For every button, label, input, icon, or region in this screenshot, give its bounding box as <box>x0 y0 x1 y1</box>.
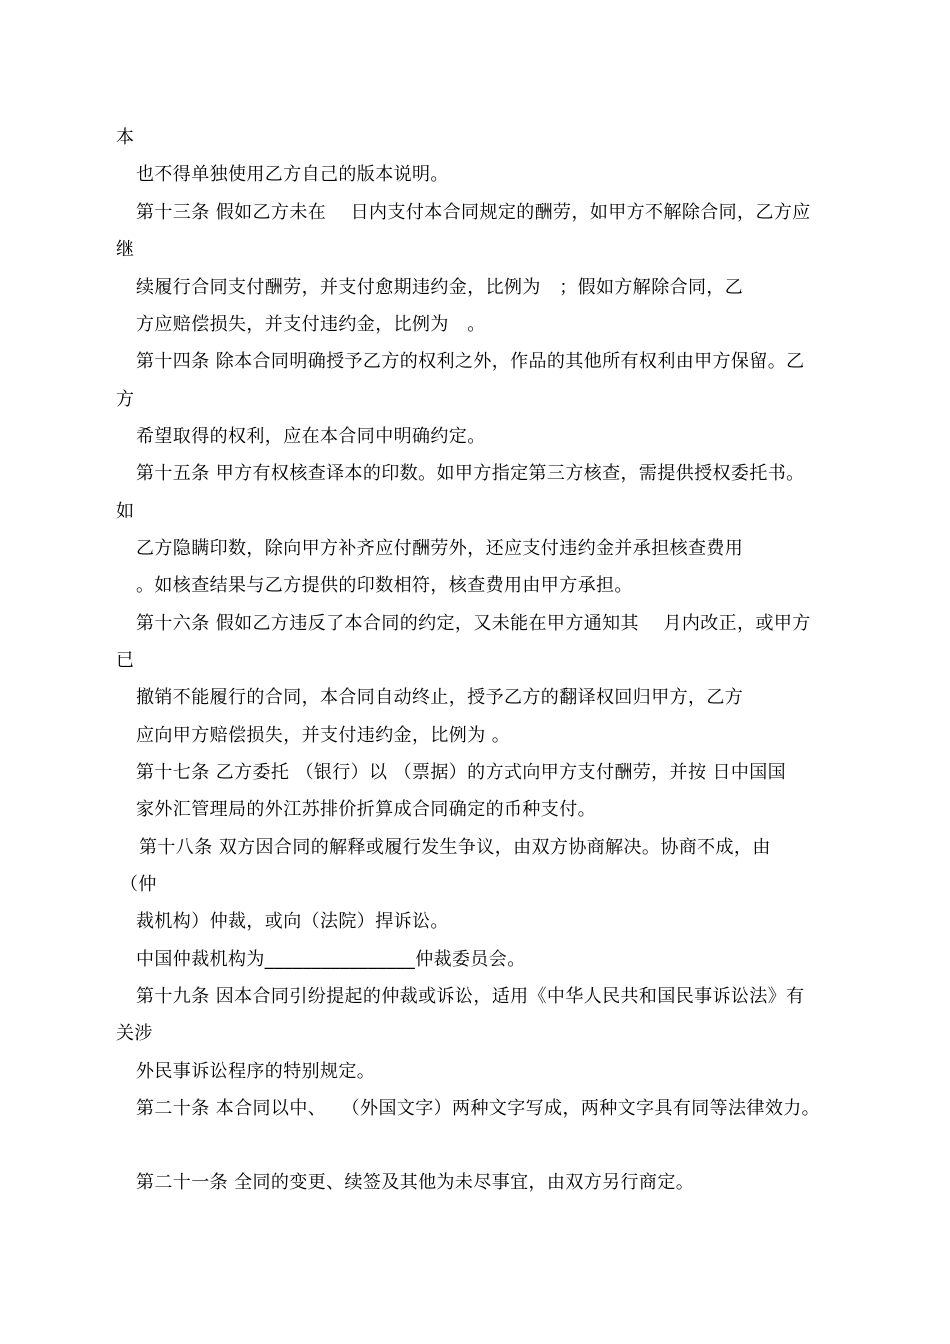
text-line: 希望取得的权利，应在本合同中明确约定。 <box>136 426 486 447</box>
clause-15-title: 第十五条 甲方有权核查译本的印数。如甲方指定第三方核查，需提供授权委托书。 <box>136 463 805 484</box>
text-line: 关涉 <box>116 1023 153 1044</box>
text-line: 也不得单独使用乙方自己的版本说明。 <box>136 164 449 185</box>
text-line: 应向甲方赔偿损失，并支付违约金，比例为 。 <box>136 725 511 746</box>
text-line: 外民事诉讼程序的特别规定。 <box>136 1061 376 1082</box>
text-line: 乙方隐瞒印数，除向甲方补齐应付酬劳外，还应支付违约金并承担核查费用 <box>136 538 744 559</box>
clause-14-title: 第十四条 除本合同明确授予乙方的权利之外，作品的其他所有权利由甲方保留。乙 <box>136 351 805 372</box>
text-line: （仲 <box>120 874 157 895</box>
text-line: 本 <box>116 127 135 148</box>
clause-19-title: 第十九条 因本合同引纷提起的仲裁或诉讼，适用《中华人民共和国民事诉讼法》有 <box>136 986 805 1007</box>
clause-16-title: 第十六条 假如乙方违反了本合同的约定，又未能在甲方通知其 月内改正，或甲方 <box>136 613 811 634</box>
text-line: 方应赔偿损失，并支付违约金，比例为 。 <box>136 314 486 335</box>
clause-17-title: 第十七条 乙方委托 （银行）以 （票据）的方式向甲方支付酬劳，并按 日中国国 <box>136 762 787 783</box>
text-line: 已 <box>116 650 135 671</box>
text-line: 续履行合同支付酬劳，并支付愈期违约金，比例为 ；假如方解除合同，乙 <box>136 277 744 298</box>
text-line: 方 <box>116 389 135 410</box>
text-line: 。如核查结果与乙方提供的印数相符，核查费用由甲方承担。 <box>136 575 633 596</box>
clause-13-title: 第十三条 假如乙方未在 日内支付本合同规定的酬劳，如甲方不解除合同，乙方应 <box>136 202 811 223</box>
text-line: 裁机构）仲裁，或向（法院）捍诉讼。 <box>136 911 449 932</box>
clause-21-title: 第二十一条 全同的变更、续签及其他为未尽事宜，由双方另行商定。 <box>136 1172 695 1193</box>
text-line: 继 <box>116 239 135 260</box>
clause-20-title: 第二十条 本合同以中、 （外国文字）两种文字写成，两种文字具有同等法律效力。 <box>136 1098 821 1119</box>
arbitration-blank-line: 中国仲裁机构为________________仲裁委员会。 <box>136 949 526 970</box>
text-line: 家外汇管理局的外江苏排价折算成合同确定的币种支付。 <box>136 799 596 820</box>
text-line: 如 <box>116 501 135 522</box>
text-line: 撤销不能履行的合同，本合同自动终止，授予乙方的翻译权回归甲方，乙方 <box>136 687 744 708</box>
clause-18-title: 第十八条 双方因合同的解释或履行发生争议，由双方协商解决。协商不成，由 <box>139 837 771 858</box>
